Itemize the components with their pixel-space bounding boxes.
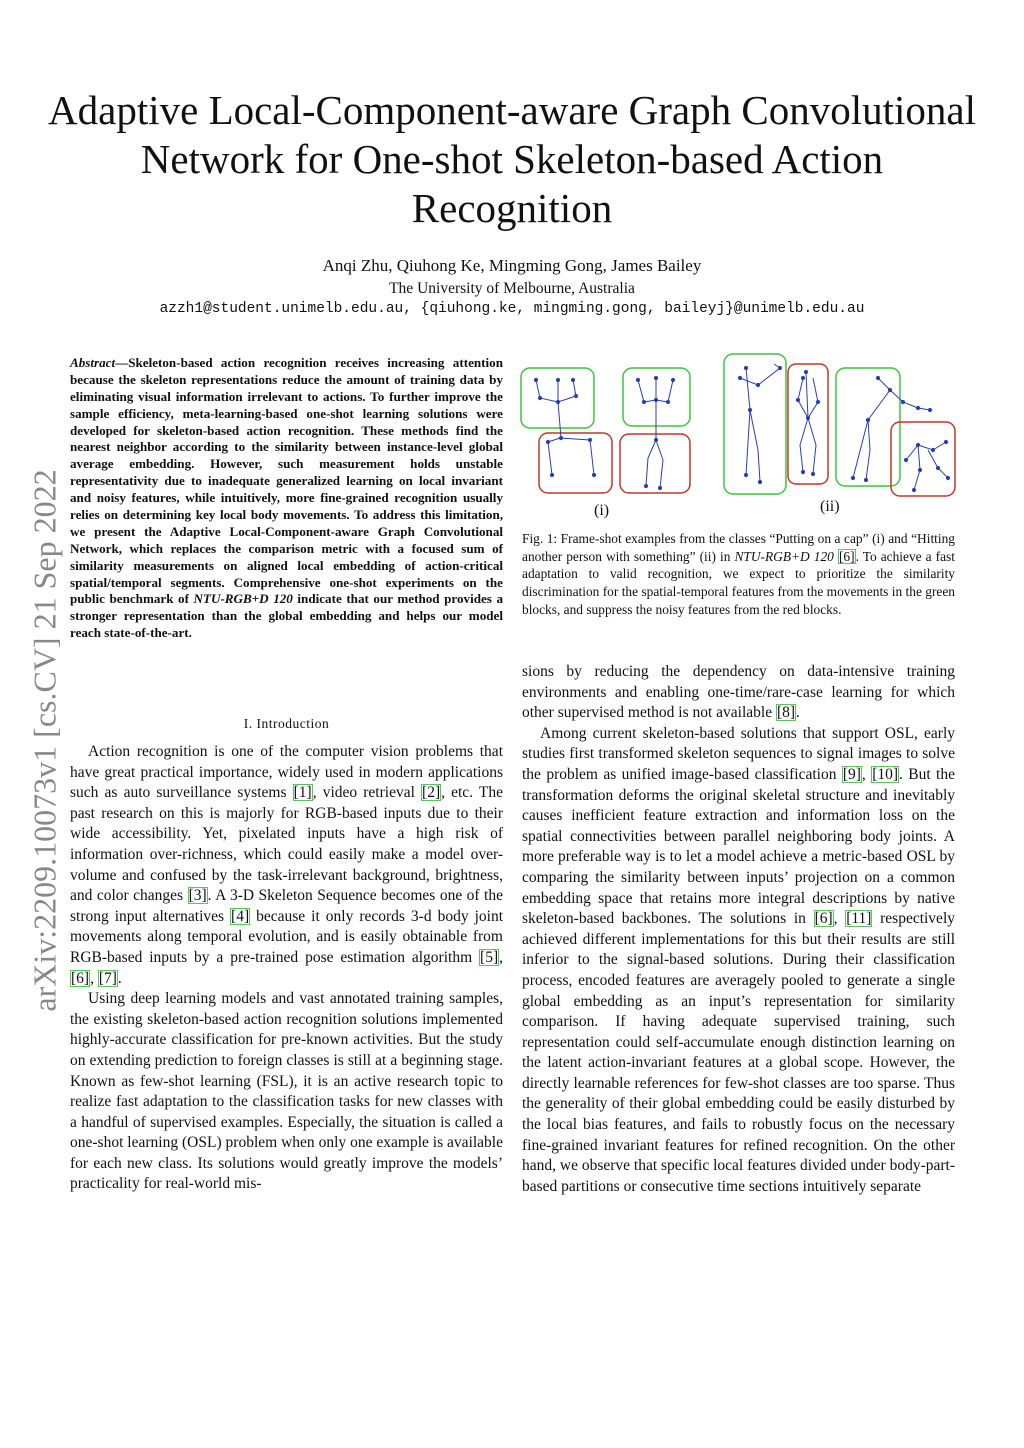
figure-1 — [518, 350, 958, 528]
citation-link[interactable]: [10] — [872, 765, 899, 783]
figure-1-skeletons — [518, 350, 958, 528]
citation-link[interactable]: [6] — [814, 910, 833, 928]
figure-label-i: (i) — [594, 502, 610, 519]
figure-1-caption: Fig. 1: Frame-shot examples from the classes “Putting on a cap” (i) and “Hitting another person with something” (ii) in NTU-RGB+D 120 [6]. To achieve a fast adaptation to valid recognition, we expect to prioritize the similarity discrimination for the spatial-temporal features from the movements in the green blocks, and suppress the noisy features from the red blocks. — [522, 531, 955, 617]
intro-paragraph-1: Action recognition is one of the computer vision problems that have great practical importance, widely used in modern applications such as auto surveillance systems [1], video retrieval [2], etc. The past research on this is majorly for RGB-based inputs due to their wide accessibility. Yet, pixelated inputs have a high risk of information over-richness, which could easily make a model over-volume and confused by the task-irrelevant background, brightness, and color changes [3]. A 3-D Skeleton Sequence becomes one of the strong input alternatives [4] because it only records 3-d body joint movements along temporal evolution, and is easily obtainable from RGB-based inputs by a pre-trained pose estimation algorithm [5], [6], [7]. — [70, 743, 503, 987]
abstract-dash: — — [115, 355, 129, 370]
paper-title: Adaptive Local-Component-aware Graph Convolutional Network for One-shot Skeleton-based Action Recognition — [48, 87, 976, 232]
citation-link[interactable]: [8] — [776, 704, 796, 722]
citation-link[interactable]: [4] — [231, 907, 250, 925]
figure-label-ii: (ii) — [820, 498, 840, 515]
citation-link[interactable]: [2] — [422, 784, 441, 802]
red-block — [788, 364, 828, 484]
citation-link[interactable]: [9] — [842, 765, 861, 783]
paper-emails: azzh1@student.unimelb.edu.au, {qiuhong.ke, mingming.gong, baileyj}@unimelb.edu.au — [159, 301, 865, 317]
citation-link[interactable]: [6] — [838, 548, 855, 564]
arxiv-stamp-container — [26, 430, 63, 1050]
paper-affiliation: The University of Melbourne, Australia — [389, 280, 635, 297]
right-paragraph-2: Among current skeleton-based solutions that support OSL, early studies first transformed skeleton sequences to signal images to solve the problem as unified image-based classification [9], [10]. But the transformation deforms the original skeletal structure and inevitably causes inefficient feature extraction and information loss on the spatial connectivities between parallel neighboring body joints. A more preferable way is to let a model achieve a metric-based OSL by comparing the similarity between inputs’ projection on a common embedding space that retains more integral descriptions by native skeleton-based backbones. The solutions in [6], [11] respectively achieved different implementations for this but their results are still inferior to the signal-based solutions. During their classification process, encoded features are averagely pooled to generate a single global embedding as an input’s representation for similarity comparison. If having adequate supervised training, such representation could self-accumulate enough distinction learning on the latent action-invariant features at a global scope. However, the directly learnable references for few-shot classes are too sparse. Thus the generality of their global embedding could be easily disturbed by the local bias features, and fails to robustly focus on the necessary fine-grained invariant features for refined recognition. On the other hand, we observe that specific local features divided under body-part-based partitions or consecutive time sections intuitively separate — [522, 724, 955, 1195]
citation-link[interactable]: [6] — [71, 969, 90, 987]
abstract-label: Abstract — [70, 355, 116, 370]
section-heading-introduction: I. Introduction — [243, 716, 330, 731]
green-block — [724, 354, 786, 494]
paper-authors: Anqi Zhu, Qiuhong Ke, Mingming Gong, James Bailey — [322, 256, 702, 275]
intro-paragraph-2: Using deep learning models and vast annotated training samples, the existing skeleton-based action recognition solutions implemented highly-accurate classification for pre-known activities. But the study on extending prediction to foreign classes is still at a beginning stage. Known as few-shot learning (FSL), it is an active research topic to realize fast adaptation to the classification tasks for new classes with a handful of supervised examples. Especially, the situation is called a one-shot learning (OSL) problem when only one example is available for each new class. Its solutions would greatly improve the models’ practicality for real-world mis- — [70, 990, 503, 1193]
citation-link[interactable]: [11] — [846, 910, 872, 928]
abstract-dataset: NTU-RGB+D 120 — [193, 591, 293, 607]
citation-link[interactable]: [1] — [293, 784, 312, 802]
right-column-body — [522, 662, 955, 1197]
skeleton-figure — [738, 364, 819, 484]
arxiv-stamp: arXiv:2209.10073v1 [cs.CV] 21 Sep 2022 — [26, 468, 63, 1012]
citation-link[interactable]: [5] — [480, 948, 499, 966]
abstract-text: Skeleton-based action recognition receives increasing attention because the skeleton representations reduce the amount of training data by eliminating visual information irrelevant to actions. To further improve the sample efficiency, meta-learning-based one-shot learning solutions were developed for skeleton-based action recognition. These methods find the nearest neighbor according to the similarity between instance-level global average embedding. However, such measurement holds unstable representativity due to inadequate generalized learning on local invariant and noisy features, while intuitively, more fine-grained recognition usually relies on determining key local body movements. To address this limitation, we present the Adaptive Local-Component-aware Graph Convolutional Network, which replaces the comparison metric with a focused sum of similarity measurements on aligned local embedding of action-critical spatial/temporal segments. Comprehensive one-shot experiments on the public benchmark of — [70, 355, 503, 607]
citation-link[interactable]: [7] — [98, 969, 117, 987]
introduction-body — [70, 742, 503, 1195]
citation-link[interactable]: [3] — [188, 887, 207, 905]
abstract-text-end: indicate that our method provides a stronger representation than the global embedding and helps our model reach state-of-the-art. — [70, 591, 504, 641]
skeleton-figure — [636, 376, 674, 489]
right-paragraph-1: sions by reducing the dependency on data-intensive training environments and enabling one-time/rare-case learning for which other supervised method is not available [8]. — [522, 663, 955, 722]
abstract — [70, 355, 503, 642]
